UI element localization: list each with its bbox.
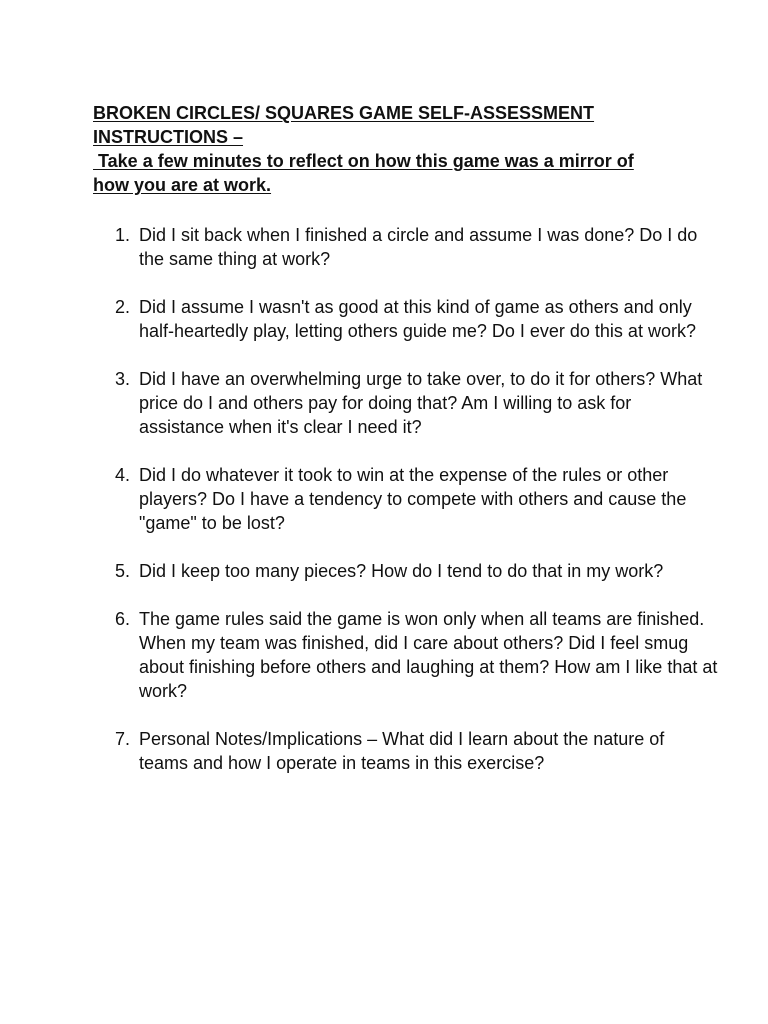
question-number: 4.	[115, 465, 131, 485]
question-item	[93, 607, 718, 703]
subtitle-text-2: how you are at work.	[93, 175, 272, 195]
subtitle-line	[93, 149, 713, 173]
question-text: The game rules said the game is won only when all teams are finished. When my team was finished, did I care about others? Did I feel smug about finishing before others and laughing at them? How am I like that at work?	[139, 609, 718, 701]
question-text: Did I do whatever it took to win at the expense of the rules or other players? Do I have a tendency to compete with others and cause the "game" to be lost?	[139, 465, 687, 533]
subtitle-text-1: Take a few minutes to reflect on how this game was a mirror of	[93, 151, 634, 171]
question-text: Did I assume I wasn't as good at this kind of game as others and only half-heartedly play, letting others guide me? Do I ever do this at work?	[139, 297, 696, 341]
question-number: 6.	[115, 609, 131, 629]
question-number: 3.	[115, 369, 131, 389]
question-item	[93, 727, 718, 775]
question-item	[93, 223, 718, 271]
document-header	[93, 101, 713, 197]
question-text: Personal Notes/Implications – What did I learn about the nature of teams and how I operate in teams in this exercise?	[139, 729, 665, 773]
question-item	[93, 367, 718, 439]
title-line	[93, 125, 713, 149]
question-number: 5.	[115, 561, 131, 581]
question-item	[93, 559, 718, 583]
question-number: 7.	[115, 729, 131, 749]
subtitle-line	[93, 173, 713, 197]
question-number: 2.	[115, 297, 131, 317]
question-text: Did I sit back when I finished a circle and assume I was done? Do I do the same thing at work?	[139, 225, 698, 269]
question-item	[93, 463, 718, 535]
question-text: Did I have an overwhelming urge to take over, to do it for others? What price do I and others pay for doing that? Am I willing to ask for assistance when it's clear I need it?	[139, 369, 703, 437]
title-text-1: BROKEN CIRCLES/ SQUARES GAME SELF-ASSESSMENT	[93, 103, 595, 123]
question-text: Did I keep too many pieces? How do I tend to do that in my work?	[139, 561, 664, 581]
question-list	[93, 223, 718, 799]
title-line	[93, 101, 713, 125]
title-text-2: INSTRUCTIONS –	[93, 127, 244, 147]
question-item	[93, 295, 718, 343]
question-number: 1.	[115, 225, 131, 245]
